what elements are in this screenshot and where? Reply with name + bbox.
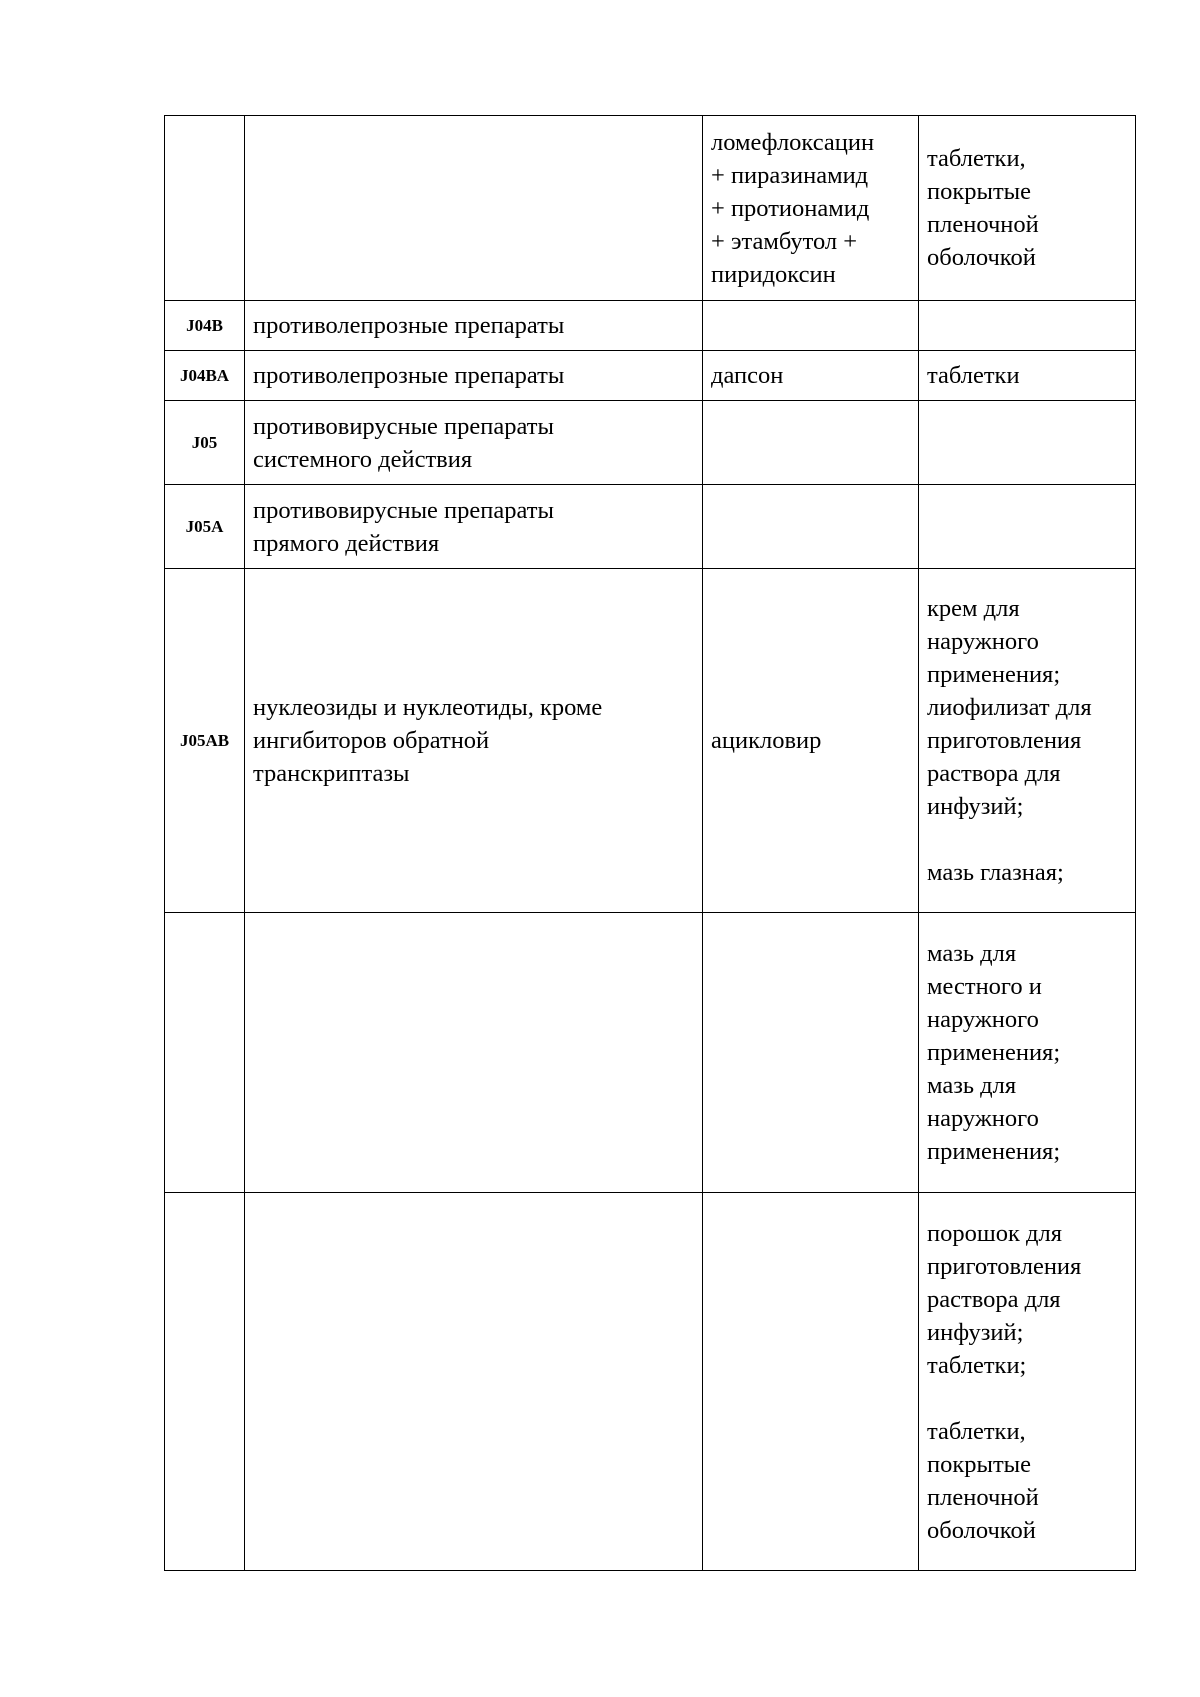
- dosage-form-cell: порошок для приготовления раствора для инфузий; таблетки; таблетки, покрытые пленочной оболочкой: [919, 1193, 1136, 1571]
- atc-code-cell: J04B: [165, 301, 245, 351]
- drug-table: [164, 115, 1136, 1571]
- atc-code-cell: J04BA: [165, 351, 245, 401]
- atc-code-cell: [165, 913, 245, 1193]
- atc-code-cell: J05A: [165, 485, 245, 569]
- group-name-cell: противовирусные препараты прямого действия: [245, 485, 703, 569]
- table-row: [165, 485, 1136, 569]
- drug-name-cell: дапсон: [703, 351, 919, 401]
- table-row: [165, 116, 1136, 301]
- atc-code-cell: [165, 1193, 245, 1571]
- drug-name-cell: ломефлоксацин + пиразинамид + протионамид + этамбутол + пиридоксин: [703, 116, 919, 301]
- table-row: [165, 569, 1136, 913]
- table-row: [165, 401, 1136, 485]
- dosage-form-cell: [919, 401, 1136, 485]
- table-row: [165, 351, 1136, 401]
- dosage-form-cell: [919, 301, 1136, 351]
- drug-name-cell: [703, 485, 919, 569]
- group-name-cell: нуклеозиды и нуклеотиды, кроме ингибиторов обратной транскриптазы: [245, 569, 703, 913]
- table-row: [165, 301, 1136, 351]
- group-name-cell: противовирусные препараты системного действия: [245, 401, 703, 485]
- atc-code-cell: J05: [165, 401, 245, 485]
- table-row: [165, 1193, 1136, 1571]
- drug-name-cell: [703, 401, 919, 485]
- drug-name-cell: [703, 913, 919, 1193]
- group-name-cell: [245, 1193, 703, 1571]
- group-name-cell: противолепрозные препараты: [245, 351, 703, 401]
- drug-name-cell: [703, 301, 919, 351]
- drug-name-cell: ацикловир: [703, 569, 919, 913]
- dosage-form-cell: таблетки: [919, 351, 1136, 401]
- dosage-form-cell: мазь для местного и наружного применения; мазь для наружного применения;: [919, 913, 1136, 1193]
- dosage-form-cell: [919, 485, 1136, 569]
- group-name-cell: [245, 913, 703, 1193]
- atc-code-cell: J05AB: [165, 569, 245, 913]
- atc-code-cell: [165, 116, 245, 301]
- dosage-form-cell: таблетки, покрытые пленочной оболочкой: [919, 116, 1136, 301]
- table-row: [165, 913, 1136, 1193]
- dosage-form-cell: крем для наружного применения; лиофилизат для приготовления раствора для инфузий; мазь глазная;: [919, 569, 1136, 913]
- group-name-cell: [245, 116, 703, 301]
- drug-name-cell: [703, 1193, 919, 1571]
- group-name-cell: противолепрозные препараты: [245, 301, 703, 351]
